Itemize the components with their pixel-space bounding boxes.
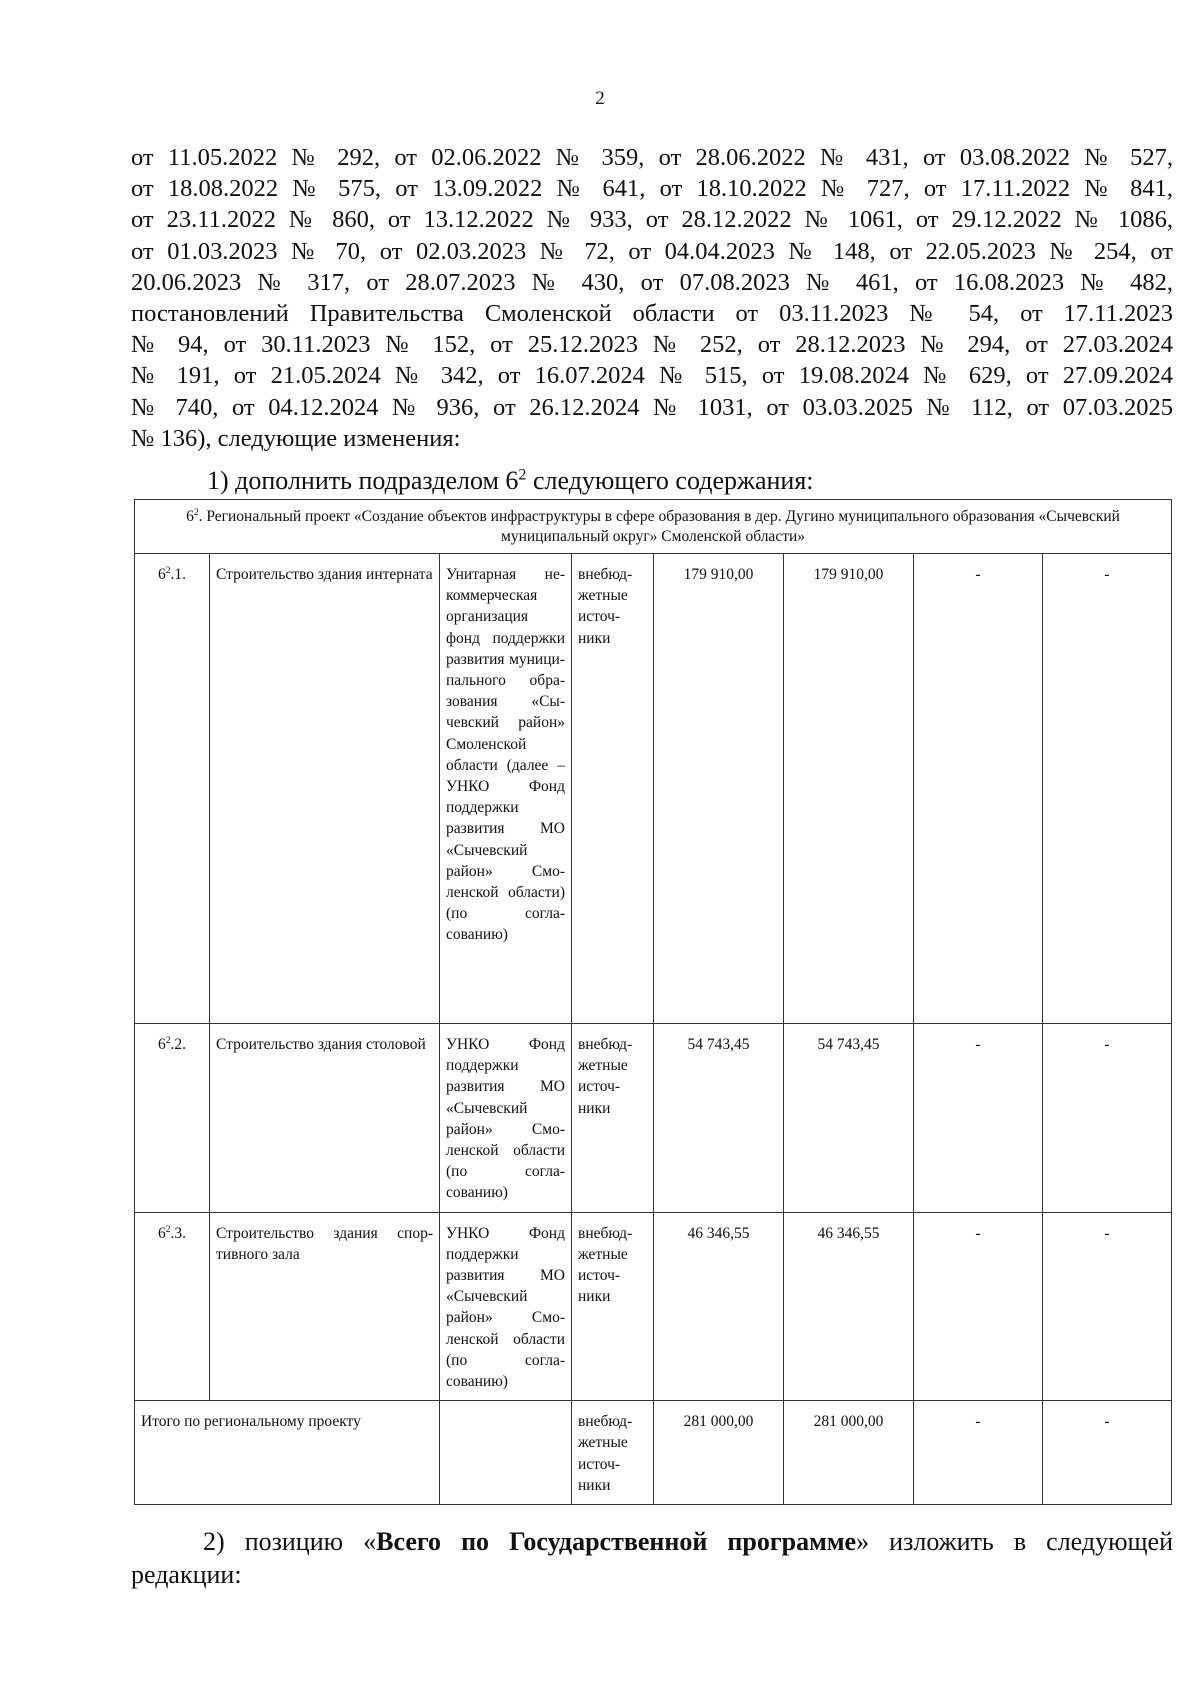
row-number: 6	[157, 566, 166, 583]
section-number-superscript: 2	[193, 506, 199, 518]
year-amount-cell: 281 000,00	[784, 1401, 914, 1505]
item-2-line-2: редакции:	[131, 1560, 242, 1589]
row-number-superscript: 2	[165, 564, 171, 576]
item-1-text	[207, 466, 814, 496]
funding-source-cell: внебюджетные источники	[572, 1401, 654, 1505]
year-amount-cell: -	[1043, 1212, 1172, 1401]
year-amount-cell: -	[1043, 1401, 1172, 1505]
activity-name-cell: Строительство здания интерната	[210, 554, 440, 1024]
row-number: 6	[157, 1224, 166, 1242]
row-number-cell	[135, 1212, 210, 1401]
year-amount-cell: -	[1043, 1024, 1172, 1213]
row-number: 6	[157, 1036, 166, 1053]
year-amount-cell: -	[1043, 554, 1172, 1024]
year-amount-cell: -	[914, 1212, 1043, 1401]
funding-source-cell: внебюджетные источники	[572, 1212, 654, 1401]
executor-cell: Унитарная некоммерческая организация фонд поддержки развития муниципального образования «Сычевский район» Смоленской области (далее – УНКО Фонд поддержки развития МО «Сычевский район» Смоленской области) (по согласованию)	[440, 554, 572, 1024]
intro-line: постановлений Правительства Смоленской области от 03.11.2023 № 54, от 17.11.2023	[131, 300, 1173, 328]
intro-line: № 136), следующие изменения:	[131, 424, 461, 452]
item-1-prefix: 1) дополнить подразделом 6	[207, 466, 519, 495]
row-number-cell	[135, 554, 210, 1024]
executor-cell: УНКО Фонд поддержки развития МО «Сычевский район» Смоленской области (по согласованию)	[440, 1024, 572, 1213]
activity-name-cell: Строительство здания столовой	[210, 1024, 440, 1213]
intro-paragraph	[131, 142, 1173, 454]
item-2-line-1	[131, 1525, 1173, 1558]
year-amount-cell: -	[914, 1401, 1043, 1505]
year-amount-cell: 179 910,00	[784, 554, 914, 1024]
intro-line: № 94, от 30.11.2023 № 152, от 25.12.2023 № 252, от 28.12.2023 № 294, от 27.03.2024	[131, 331, 1173, 359]
item-2-paragraph	[131, 1525, 1173, 1591]
table-total-row	[135, 1401, 1172, 1505]
total-label-cell: Итого по региональному проекту	[135, 1401, 440, 1505]
row-number-superscript: 2	[165, 1034, 171, 1046]
page-number: 2	[595, 88, 605, 109]
section-number: 6	[186, 508, 194, 525]
year-amount-cell: 46 346,55	[784, 1212, 914, 1401]
table-header-row	[135, 500, 1172, 554]
total-amount-cell: 281 000,00	[654, 1401, 784, 1505]
intro-line: от 23.11.2022 № 860, от 13.12.2022 № 933, от 28.12.2022 № 1061, от 29.12.2022 № 1086,	[131, 206, 1173, 234]
total-amount-cell: 46 346,55	[654, 1212, 784, 1401]
year-amount-cell: 54 743,45	[784, 1024, 914, 1213]
row-number-suffix: .2.	[170, 1036, 187, 1053]
activity-name-cell: Строительство здания спортивного зала	[210, 1212, 440, 1401]
section-title-text: . Региональный проект «Создание объектов инфраструктуры в сфере образования в дер. Дугино муниципального образования «Сычевский муниципальный округ» Смоленской области»	[198, 508, 1120, 545]
intro-line: 20.06.2023 № 317, от 28.07.2023 № 430, от 07.08.2023 № 461, от 16.08.2023 № 482,	[131, 268, 1173, 296]
row-number-suffix: .3.	[170, 1224, 187, 1242]
row-number-superscript: 2	[165, 1223, 171, 1235]
intro-line: от 18.08.2022 № 575, от 13.09.2022 № 641, от 18.10.2022 № 727, от 17.11.2022 № 841,	[131, 175, 1173, 203]
item-2-prefix: 2) позицию «	[203, 1527, 377, 1556]
intro-line: от 01.03.2023 № 70, от 02.03.2023 № 72, от 04.04.2023 № 148, от 22.05.2023 № 254, от	[131, 237, 1173, 265]
table-section-title	[135, 500, 1172, 554]
item-1-superscript: 2	[518, 466, 527, 484]
intro-line: № 740, от 04.12.2024 № 936, от 26.12.2024 № 1031, от 03.03.2025 № 112, от 07.03.2025	[131, 393, 1173, 421]
row-number-suffix: .1.	[170, 566, 187, 583]
total-amount-cell: 179 910,00	[654, 554, 784, 1024]
item-1-suffix: следующего содержания:	[526, 466, 814, 495]
intro-line: № 191, от 21.05.2024 № 342, от 16.07.2024 № 515, от 19.08.2024 № 629, от 27.09.2024	[131, 362, 1173, 390]
table-row	[135, 554, 1172, 1024]
item-2-bold-text: Всего по Государственной программе	[376, 1527, 857, 1556]
intro-line: от 11.05.2022 № 292, от 02.06.2022 № 359, от 28.06.2022 № 431, от 03.08.2022 № 527,	[131, 144, 1173, 171]
funding-source-cell: внебюджетные источники	[572, 554, 654, 1024]
year-amount-cell: -	[914, 1024, 1043, 1213]
item-2-suffix: » изложить в следующей	[856, 1527, 1173, 1556]
row-number-cell	[135, 1024, 210, 1213]
total-amount-cell: 54 743,45	[654, 1024, 784, 1213]
regional-project-table	[134, 499, 1172, 1505]
table-row	[135, 1024, 1172, 1213]
executor-cell: УНКО Фонд поддержки развития МО «Сычевский район» Смоленской области (по согласованию)	[440, 1212, 572, 1401]
year-amount-cell: -	[914, 554, 1043, 1024]
funding-source-cell: внебюджетные источники	[572, 1024, 654, 1213]
executor-cell	[440, 1401, 572, 1505]
table-row	[135, 1212, 1172, 1401]
